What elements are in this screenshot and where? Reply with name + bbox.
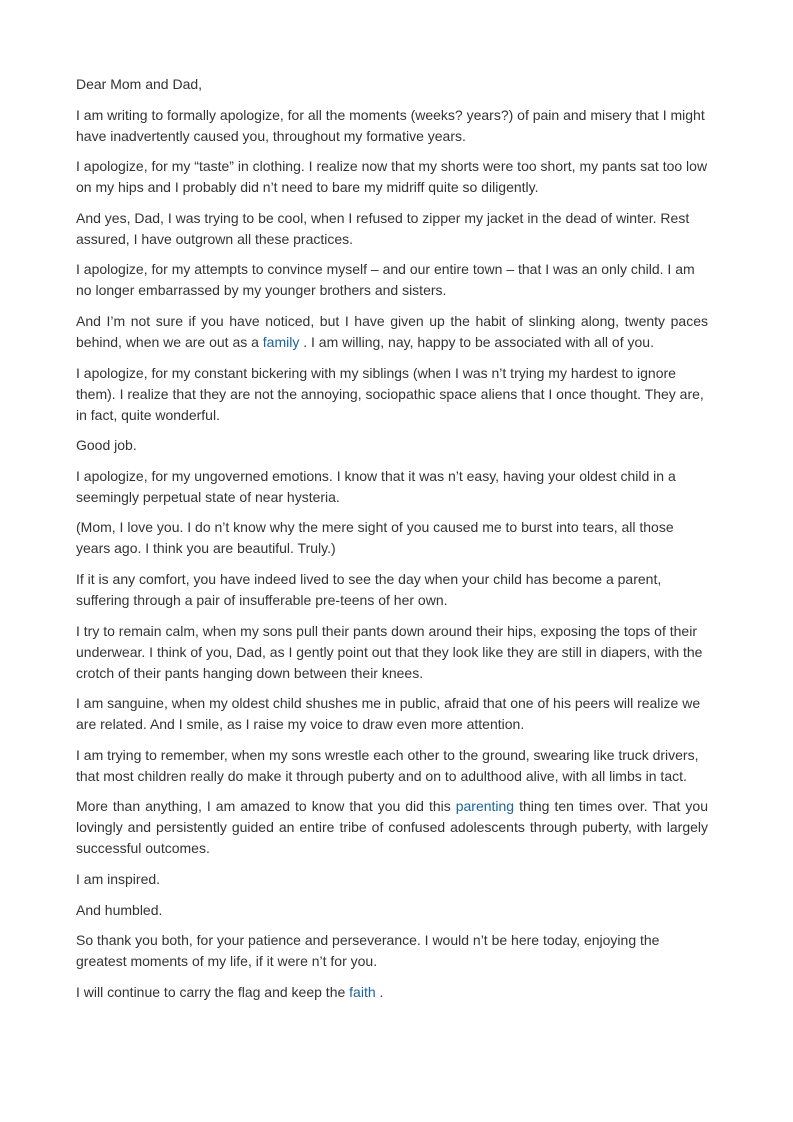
paragraph-apology-intro: I am writing to formally apologize, for all the moments (weeks? years?) of pain and misery that I might have inadvertently caused you, throughout my formative years. xyxy=(76,106,705,144)
salutation: Dear Mom and Dad, xyxy=(76,76,203,92)
paragraph-only-child: I apologize, for my attempts to convince myself – and our entire town – that I was an only child. I am no longer embarrassed by my younger brothers and sisters. xyxy=(76,261,695,299)
paragraph-parenting-after: thing ten times over. That you lovingly and persistently guided an entire tribe of confused adolescents through puberty, with largely successful outcomes. xyxy=(76,798,708,857)
paragraph-parenting-before: More than anything, I am amazed to know that you did this xyxy=(76,798,456,815)
paragraph-calm: I try to remain calm, when my sons pull their pants down around their hips, exposing the tops of their underwear. I think of you, Dad, as I gently point out that they look like they are still in diapers, with the crotch of their pants hanging down between their knees. xyxy=(76,622,703,681)
paragraph-sanguine: I am sanguine, when my oldest child shushes me in public, afraid that one of his peers will realize we are related. And I smile, as I raise my voice to draw even more attention. xyxy=(76,695,701,733)
paragraph-family xyxy=(76,311,708,353)
paragraph-remember: I am trying to remember, when my sons wrestle each other to the ground, swearing like truck drivers, that most children really do make it through puberty and on to adulthood alive, with all limbs in tact. xyxy=(76,746,699,784)
paragraph-faith xyxy=(76,982,708,1003)
letter-document xyxy=(76,74,708,1012)
paragraph-clothing: I apologize, for my “taste” in clothing. I realize now that my shorts were too short, my pants sat too low on my hips and I probably did n’t need to bare my midriff quite so diligently. xyxy=(76,158,708,196)
paragraph-family-before: And I’m not sure if you have noticed, but I have given up the habit of slinking along, twenty paces behind, when we are out as a xyxy=(76,312,708,350)
paragraph-mom: (Mom, I love you. I do n’t know why the mere sight of you caused me to burst into tears, all those years ago. I think you are beautiful. Truly.) xyxy=(76,519,674,557)
paragraph-emotions: I apologize, for my ungoverned emotions. I know that it was n’t easy, having your oldest child in a seemingly perpetual state of near hysteria. xyxy=(76,467,676,505)
paragraph-jacket: And yes, Dad, I was trying to be cool, when I refused to zipper my jacket in the dead of winter. Rest assured, I have outgrown all these practices. xyxy=(76,209,690,247)
paragraph-humbled: And humbled. xyxy=(76,901,163,918)
parenting-link[interactable]: parenting xyxy=(455,798,515,815)
paragraph-inspired: I am inspired. xyxy=(76,870,161,887)
paragraph-thank-you: So thank you both, for your patience and perseverance. I would n’t be here today, enjoying the greatest moments of my life, if it were n’t for you. xyxy=(76,932,660,970)
paragraph-comfort: If it is any comfort, you have indeed lived to see the day when your child has become a parent, suffering through a pair of insufferable pre-teens of her own. xyxy=(76,570,662,608)
paragraph-good-job: Good job. xyxy=(76,437,137,454)
faith-link[interactable]: faith xyxy=(349,983,376,1000)
family-link[interactable]: family xyxy=(262,333,300,350)
paragraph-family-after: . I am willing, nay, happy to be associated with all of you. xyxy=(299,333,654,350)
paragraph-faith-before: I will continue to carry the flag and keep the xyxy=(76,983,350,1000)
paragraph-faith-after: . xyxy=(375,983,384,1000)
paragraph-parenting xyxy=(76,796,708,859)
paragraph-siblings: I apologize, for my constant bickering with my siblings (when I was n’t trying my hardest to ignore them). I realize that they are not the annoying, sociopathic space aliens that I once thought. They are, in fact, quite wonderful. xyxy=(76,364,704,423)
